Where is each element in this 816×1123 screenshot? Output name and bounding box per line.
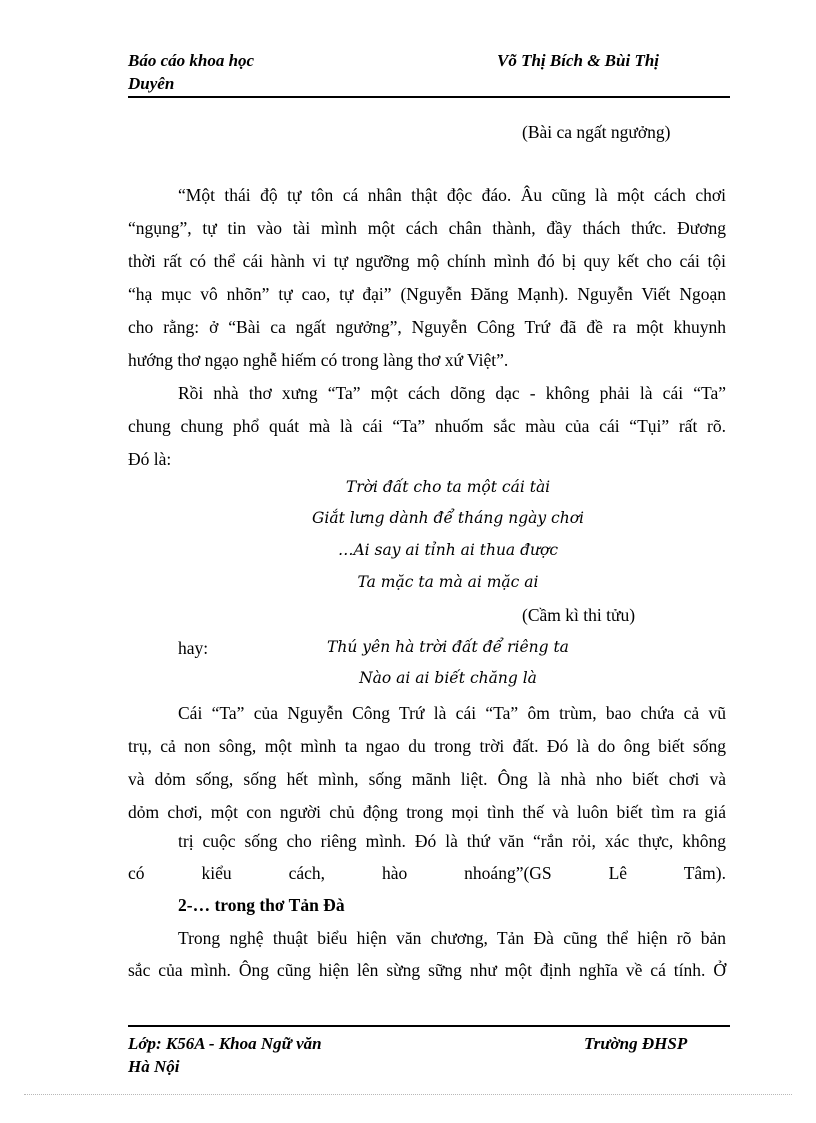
poem1-line: Giắt lưng dành để tháng ngày chơi: [311, 509, 584, 527]
para3-line: dỏm chơi, một con người chủ động trong mọi tình thế và luôn biết tìm ra giá: [128, 802, 726, 822]
header-right: Võ Thị Bích & Bùi Thị: [497, 51, 660, 70]
poem2-line: Nào ai ai biết chăng là: [359, 669, 537, 687]
para1-line-last: hướng thơ ngạo nghễ hiếm có trong làng thơ xứ Việt”.: [128, 350, 509, 370]
footer-rule: [128, 1025, 730, 1027]
section-heading: 2-… trong thơ Tản Đà: [178, 895, 345, 915]
source-poem1: (Cầm kì thi tửu): [522, 605, 636, 625]
header-left-line1: Báo cáo khoa học: [128, 51, 255, 70]
para1-line: “ngụng”, tự tin vào tài mình một cách chân thành, đầy thách thức. Đương: [128, 218, 726, 238]
para2-line: chung chung phổ quát mà là cái “Ta” nhuốm sắc màu của cái “Tụi” rất rõ.: [128, 416, 726, 436]
para1-line: “Một thái độ tự tôn cá nhân thật độc đáo. Âu cũng là một cách chơi: [178, 185, 726, 205]
footer-left-line2: Hà Nội: [128, 1057, 180, 1076]
para1-line: thời rất có thể cái hành vi tự ngưỡng mộ chính mình đó bị quy kết cho cái tội: [128, 251, 726, 271]
para3-line: trụ, cả non sông, một mình ta ngao du trong trời đất. Đó là do ông biết sống: [128, 736, 726, 756]
header-left-line2: Duyên: [128, 74, 175, 93]
poem1-line: Ta mặc ta mà ai mặc ai: [357, 573, 539, 591]
poem1-line: Trời đất cho ta một cái tài: [345, 478, 551, 496]
para4-line: sắc của mình. Ông cũng hiện lên sừng sững như một định nghĩa về cá tính. Ở: [128, 960, 726, 980]
source-top: (Bài ca ngất ngưởng): [522, 122, 671, 142]
para3-line: có kiểu cách, hào nhoáng”(GS Lê Tâm).: [128, 863, 726, 883]
para3-line: Cái “Ta” của Nguyễn Công Trứ là cái “Ta” ôm trùm, bao chứa cả vũ: [178, 703, 726, 723]
poem1-line: …Ai say ai tỉnh ai thua được: [337, 541, 559, 559]
hay-label: hay:: [178, 638, 209, 658]
para2-line-last: Đó là:: [128, 449, 172, 469]
para3-line: trị cuộc sống cho riêng mình. Đó là thứ văn “rắn rỏi, xác thực, không: [178, 831, 726, 851]
footer-left-line1: Lớp: K56A - Khoa Ngữ văn: [128, 1034, 322, 1053]
header-rule: [128, 96, 730, 98]
para3-line: và dỏm sống, sống hết mình, sống mãnh liệt. Ông là nhà nho biết chơi và: [128, 769, 726, 789]
page-edge-divider: [24, 1094, 792, 1095]
footer-right: Trường ĐHSP: [584, 1034, 688, 1053]
para1-line: “hạ mục vô nhõn” tự cao, tự đại” (Nguyễn Đăng Mạnh). Nguyễn Viết Ngoạn: [128, 284, 726, 304]
para1-line: cho rằng: ở “Bài ca ngất ngưởng”, Nguyễn Công Trứ đã đề ra một khuynh: [128, 317, 726, 337]
poem2-line: Thú yên hà trời đất để riêng ta: [327, 638, 569, 656]
para4-line: Trong nghệ thuật biểu hiện văn chương, Tản Đà cũng thể hiện rõ bản: [178, 928, 726, 948]
para2-line: Rồi nhà thơ xưng “Ta” một cách dõng dạc - không phải là cái “Ta”: [178, 383, 726, 403]
